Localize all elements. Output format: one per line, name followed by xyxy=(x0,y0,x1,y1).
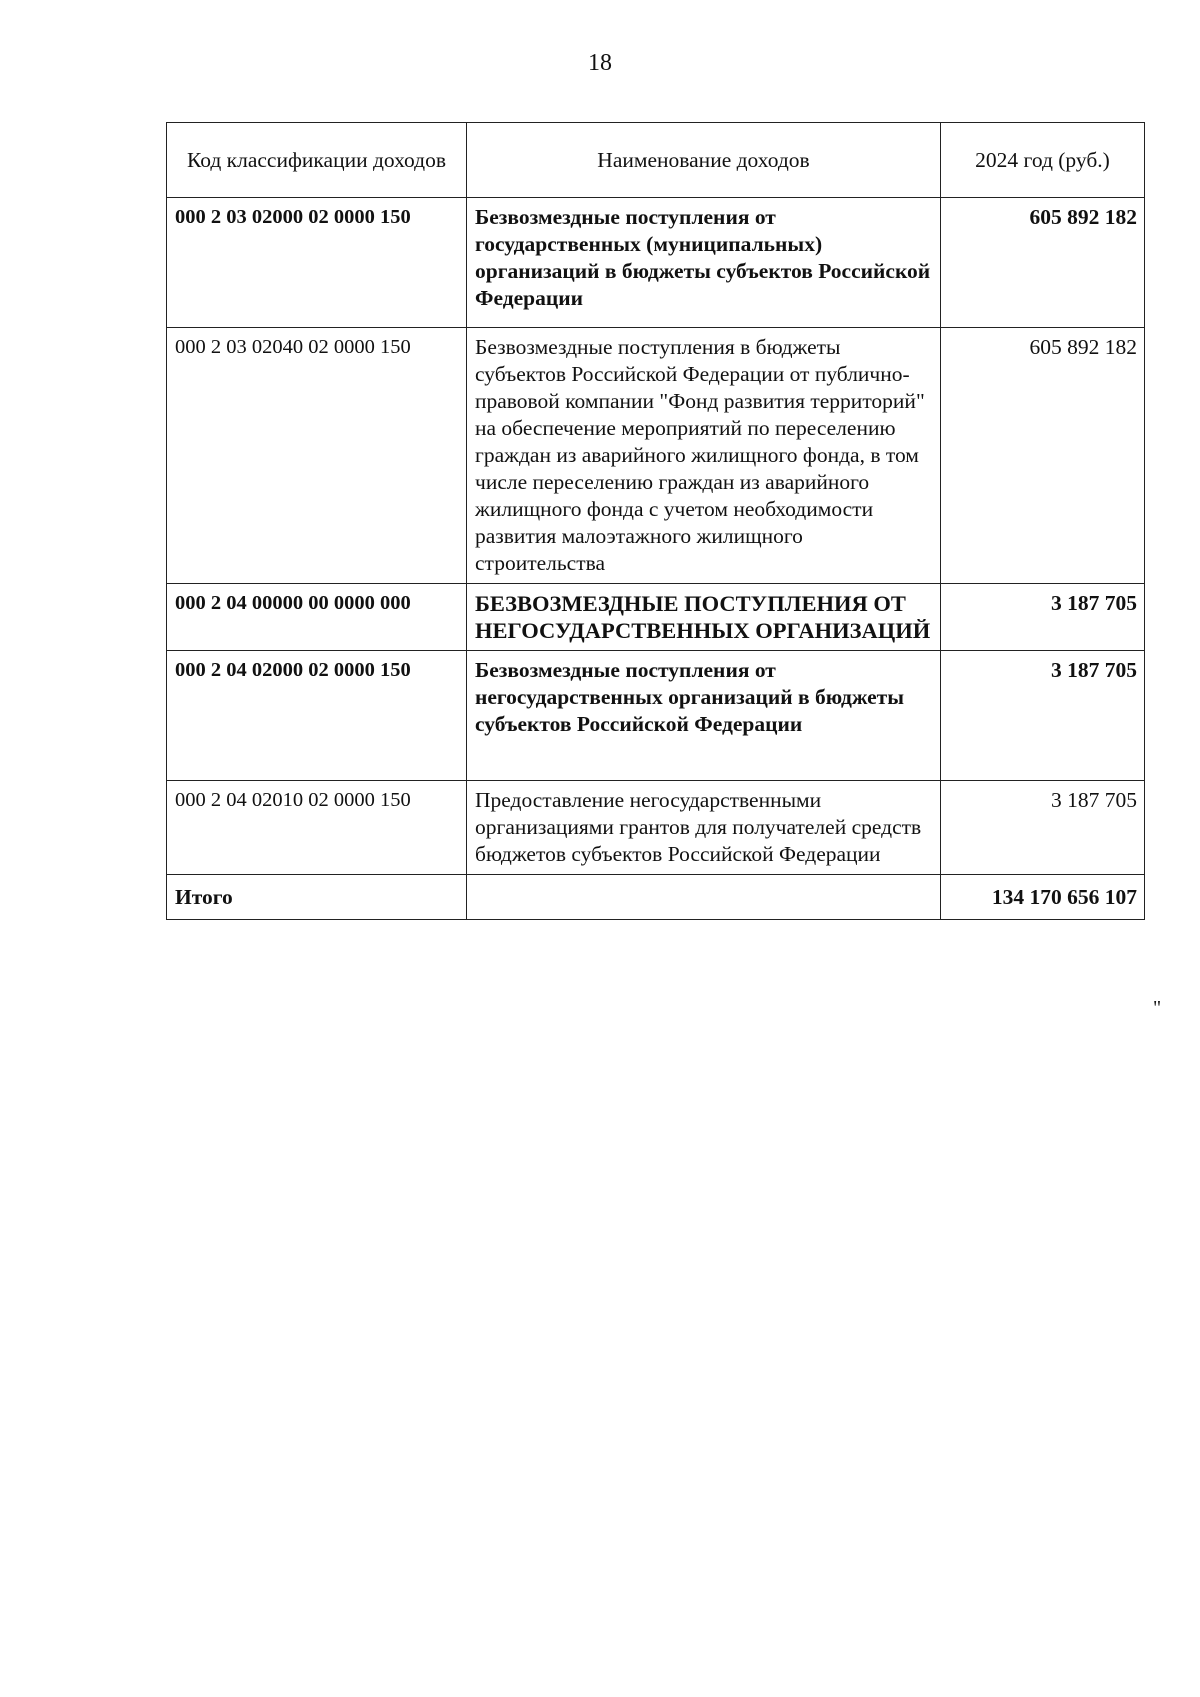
row-code: 000 2 03 02040 02 0000 150 xyxy=(167,328,467,584)
table-row xyxy=(167,781,1145,875)
row-name: Безвозмездные поступления в бюджеты субъектов Российской Федерации от публично-правовой компании "Фонд развития территорий" на обеспечение мероприятий по переселению граждан из аварийного жилищного фонда, в том числе переселению граждан из аварийного жилищного фонда с учетом необходимости развития малоэтажного жилищного строительства xyxy=(467,328,941,584)
row-amount: 3 187 705 xyxy=(941,584,1145,651)
income-table xyxy=(166,122,1145,920)
total-label: Итого xyxy=(167,875,467,920)
header-name: Наименование доходов xyxy=(467,123,941,198)
header-amount: 2024 год (руб.) xyxy=(941,123,1145,198)
row-code: 000 2 04 00000 00 0000 000 xyxy=(167,584,467,651)
total-row xyxy=(167,875,1145,920)
row-name: Безвозмездные поступления от негосударственных организаций в бюджеты субъектов Российской Федерации xyxy=(467,651,941,781)
table-row xyxy=(167,651,1145,781)
table-row xyxy=(167,584,1145,651)
row-amount: 605 892 182 xyxy=(941,328,1145,584)
table-row xyxy=(167,328,1145,584)
row-code: 000 2 04 02010 02 0000 150 xyxy=(167,781,467,875)
total-amount: 134 170 656 107 xyxy=(941,875,1145,920)
row-code: 000 2 04 02000 02 0000 150 xyxy=(167,651,467,781)
row-name: Безвозмездные поступления от государственных (муниципальных) организаций в бюджеты субъектов Российской Федерации xyxy=(467,198,941,328)
row-name: БЕЗВОЗМЕЗДНЫЕ ПОСТУПЛЕНИЯ ОТ НЕГОСУДАРСТВЕННЫХ ОРГАНИЗАЦИЙ xyxy=(467,584,941,651)
closing-quote-mark: " xyxy=(1153,997,1162,1019)
row-code: 000 2 03 02000 02 0000 150 xyxy=(167,198,467,328)
table-header-row xyxy=(167,123,1145,198)
row-amount: 3 187 705 xyxy=(941,651,1145,781)
row-name: Предоставление негосударственными организациями грантов для получателей средств бюджетов субъектов Российской Федерации xyxy=(467,781,941,875)
header-code: Код классификации доходов xyxy=(167,123,467,198)
total-name xyxy=(467,875,941,920)
table-row xyxy=(167,198,1145,328)
row-amount: 3 187 705 xyxy=(941,781,1145,875)
row-amount: 605 892 182 xyxy=(941,198,1145,328)
page-number: 18 xyxy=(588,50,612,76)
